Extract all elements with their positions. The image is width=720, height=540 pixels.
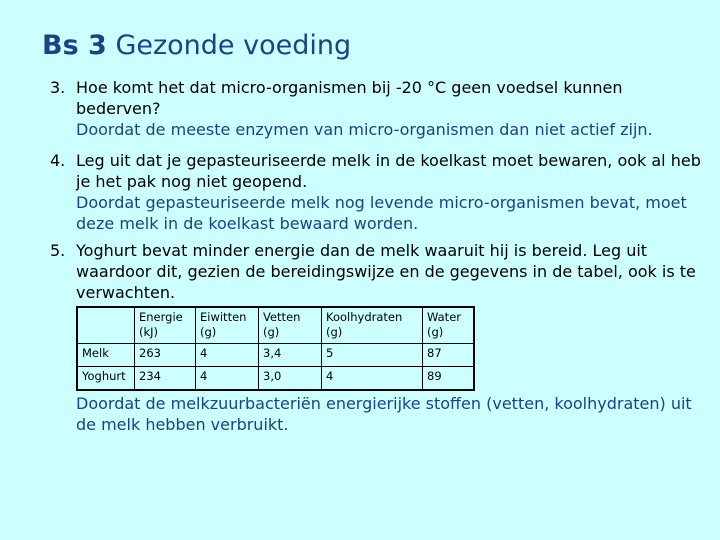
nutrition-table [76, 306, 475, 391]
question-text: Hoe komt het dat micro-organismen bij -20 °C geen voedsel kunnen bederven? [76, 78, 623, 118]
table-header-cell [77, 307, 135, 344]
title-code: Bs 3 [42, 30, 107, 61]
table-header-cell: Water (g) [423, 307, 475, 344]
question-4 [50, 150, 710, 234]
table-cell: 4 [196, 367, 259, 391]
question-number: 3. [50, 78, 66, 97]
question-text: Leg uit dat je gepasteuriseerde melk in de koelkast moet bewaren, ook al heb je het pak nog niet geopend. [76, 151, 701, 191]
question-3 [50, 77, 710, 140]
table-cell: 5 [322, 344, 423, 367]
page-title [42, 30, 351, 61]
table-cell: 4 [196, 344, 259, 367]
table-cell: Melk [77, 344, 135, 367]
table-header-row [77, 307, 474, 344]
question-text: Yoghurt bevat minder energie dan de melk waaruit hij is bereid. Leg uit waardoor dit, gezien de bereidingswijze en de gegevens in de tabel, ook is te verwachten. [76, 241, 696, 302]
table-header-cell: Vetten (g) [259, 307, 322, 344]
table-header-cell: Koolhydraten (g) [322, 307, 423, 344]
question-number: 5. [50, 241, 66, 260]
question-number: 4. [50, 151, 66, 170]
table-row [77, 344, 474, 367]
table-header-cell: Eiwitten (g) [196, 307, 259, 344]
table-cell: Yoghurt [77, 367, 135, 391]
table-cell: 3,4 [259, 344, 322, 367]
table-cell: 87 [423, 344, 475, 367]
table-cell: 263 [135, 344, 196, 367]
table-cell: 3,0 [259, 367, 322, 391]
table-cell: 89 [423, 367, 475, 391]
table-cell: 4 [322, 367, 423, 391]
answer-5: Doordat de melkzuurbacteriën energierijke stoffen (vetten, koolhydraten) uit de melk hebben verbruikt. [76, 394, 692, 434]
table-cell: 234 [135, 367, 196, 391]
title-text: Gezonde voeding [115, 30, 352, 61]
table-row [77, 367, 474, 391]
answer-text: Doordat gepasteuriseerde melk nog levende micro-organismen bevat, moet deze melk in de koelkast bewaard worden. [76, 193, 687, 233]
table-header-cell: Energie (kJ) [135, 307, 196, 344]
question-5 [50, 240, 710, 303]
answer-text: Doordat de meeste enzymen van micro-organismen dan niet actief zijn. [76, 120, 653, 139]
